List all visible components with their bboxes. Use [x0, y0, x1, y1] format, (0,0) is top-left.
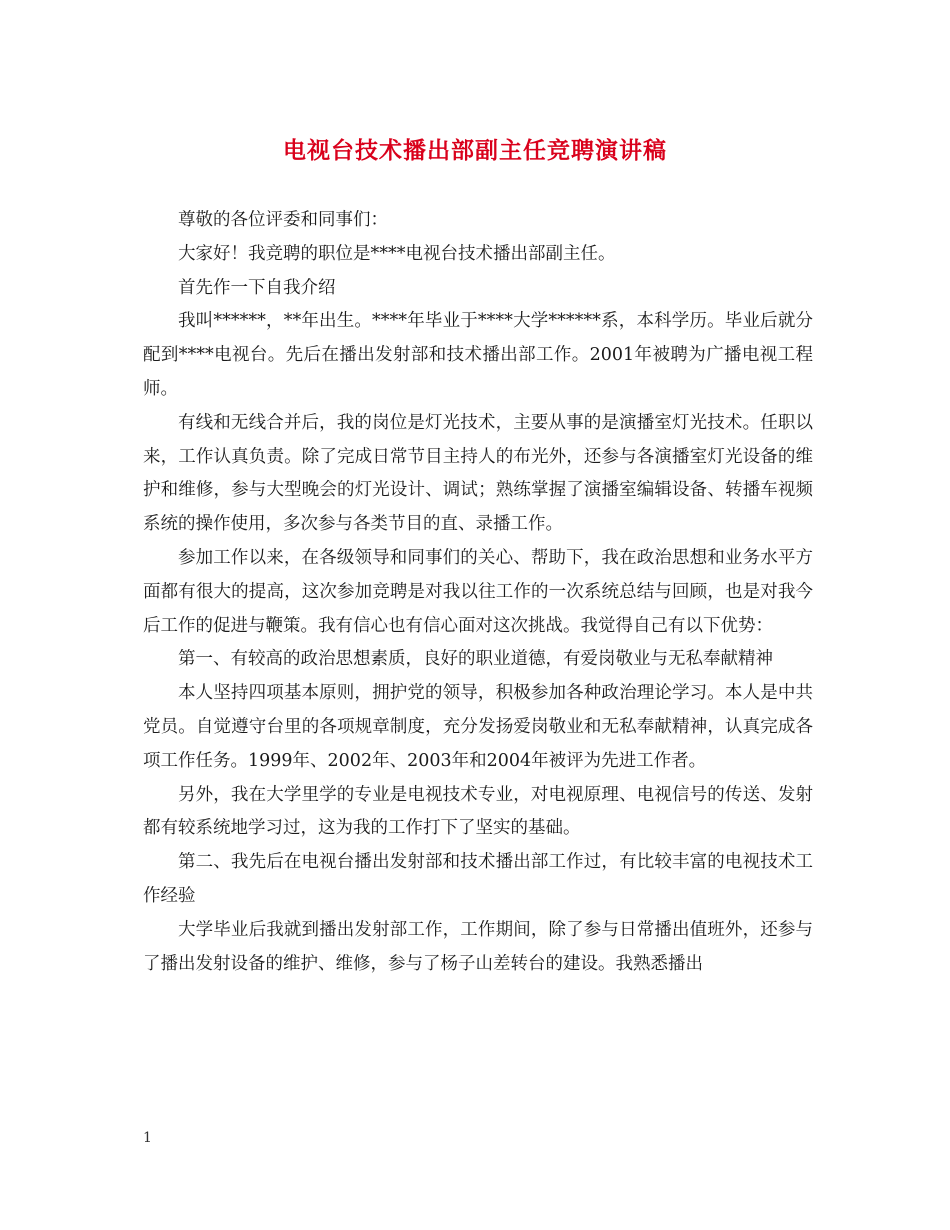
- paragraph-position: 大家好！我竞聘的职位是****电视台技术播出部副主任。: [178, 243, 616, 264]
- page-number: 1: [143, 1130, 152, 1146]
- paragraph-greeting: 尊敬的各位评委和同事们：: [178, 210, 388, 230]
- paragraph-advantage-1-body: 本人坚持四项基本原则，拥护党的领导，积极参加各种政治理论学习。本人是中共党员。自觉遵守台里的各项规章制度，充分发扬爱岗敬业和无私奉献精神，认真完成各项工作任务。1999年、2002年、2003年和2004年被评为先进工作者。: [143, 683, 813, 771]
- document-body: [143, 204, 813, 981]
- paragraph-self-intro: 我叫******，**年出生。****年毕业于****大学******系，本科学历。毕业后就分配到****电视台。先后在播出发射部和技术播出部工作。2001年被聘为广播电视工程师。: [143, 311, 813, 399]
- paragraph-advantage-1-heading: 第一、有较高的政治思想素质，良好的职业道德，有爱岗敬业与无私奉献精神: [178, 649, 773, 670]
- paragraph-advantage-2-heading: 第二、我先后在电视台播出发射部和技术播出部工作过，有比较丰富的电视技术工作经验: [143, 852, 813, 906]
- paragraph-current-role: 有线和无线合并后，我的岗位是灯光技术，主要从事的是演播室灯光技术。任职以来，工作认真负责。除了完成日常节目主持人的布光外，还参与各演播室灯光设备的维护和维修，参与大型晚会的灯光设计、调试；熟练掌握了演播室编辑设备、转播车视频系统的操作使用，多次参与各类节目的直、录播工作。: [143, 412, 813, 535]
- paragraph-education: 另外，我在大学里学的专业是电视技术专业，对电视原理、电视信号的传送、发射都有较系统地学习过，这为我的工作打下了坚实的基础。: [143, 784, 813, 839]
- document-title: 电视台技术播出部副主任竞聘演讲稿: [283, 137, 667, 164]
- paragraph-motivation: 参加工作以来，在各级领导和同事们的关心、帮助下，我在政治思想和业务水平方面都有很大的提高，这次参加竞聘是对我以往工作的一次系统总结与回顾，也是对我今后工作的促进与鞭策。我有信心也有信心面对这次挑战。我觉得自己有以下优势：: [143, 547, 813, 636]
- paragraph-advantage-2-body: 大学毕业后我就到播出发射部工作，工作期间，除了参与日常播出值班外，还参与了播出发射设备的维护、维修，参与了杨子山差转台的建设。我熟悉播出: [143, 919, 813, 974]
- paragraph-intro-heading: 首先作一下自我介绍: [178, 277, 336, 298]
